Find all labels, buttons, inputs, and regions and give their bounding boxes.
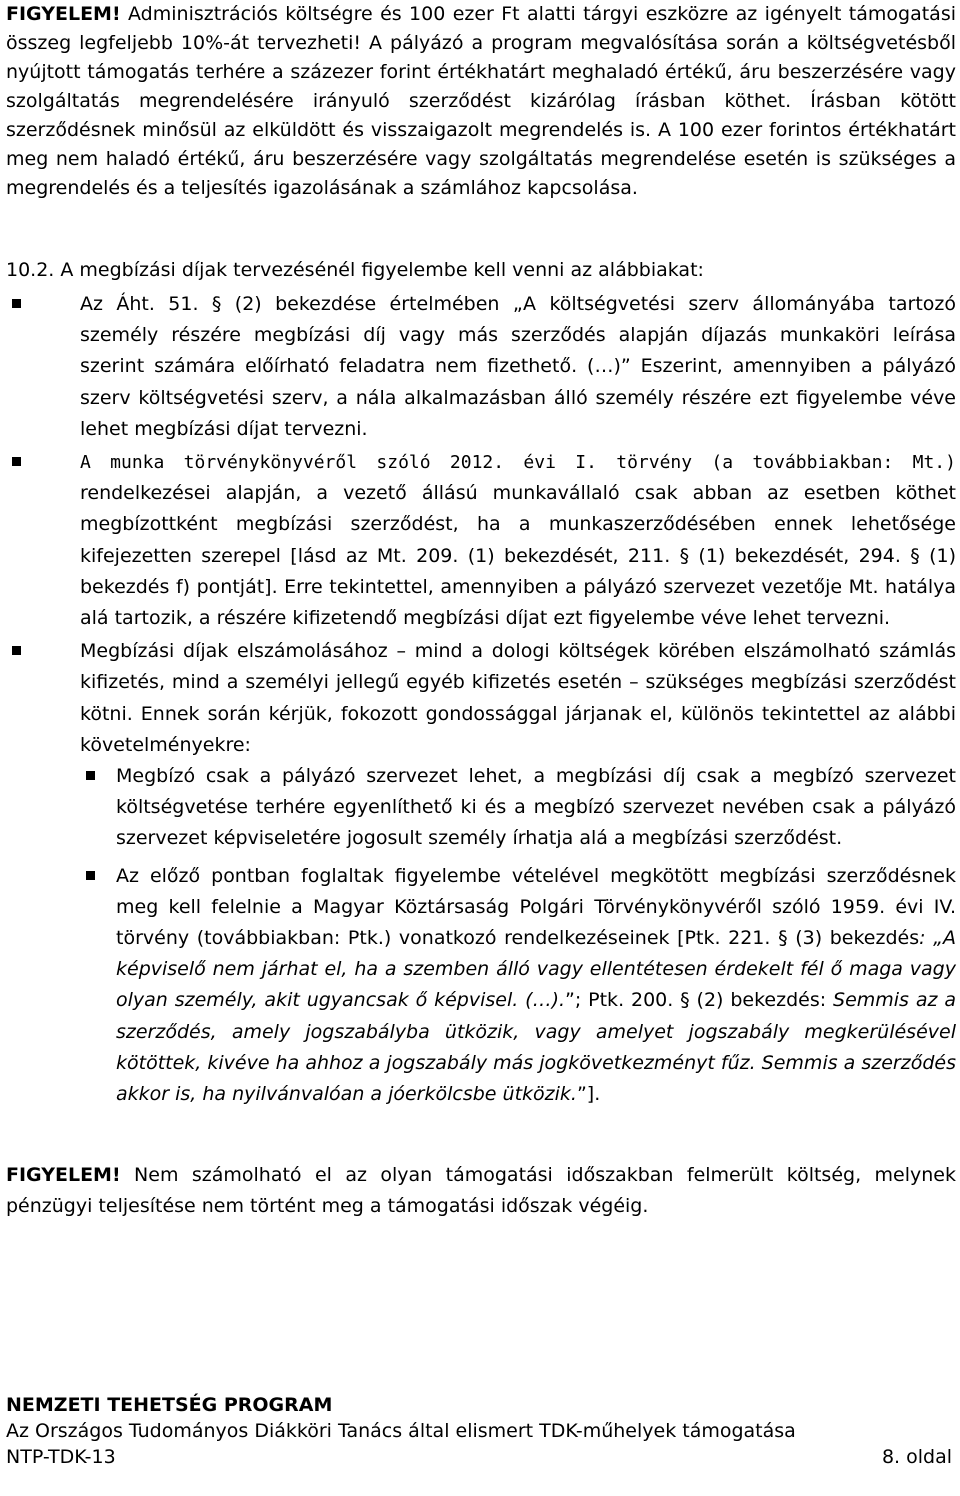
- quote-text: Semmis az a szerződés, amely jogszabályba ütközik, vagy amelyet jogszabály megkerülésével kötöttek, kivéve ha ahhoz a jogszabály más jogkövetkezményt fűz. Semmis a szerződés akkor is, ha nyilvánvalóan a jóerkölcsbe ütközik.: [116, 989, 956, 1106]
- footer-program: NEMZETI TEHETSÉG PROGRAM: [6, 1394, 333, 1416]
- section-title: A megbízási díjak tervezésénél figyelembe kell venni az alábbiakat:: [60, 259, 704, 281]
- sub-list-item: [6, 861, 956, 1111]
- sub-list-item: [6, 761, 956, 855]
- square-bullet-icon: [86, 871, 95, 880]
- warning-label: FIGYELEM!: [6, 3, 121, 25]
- quote-text: : „A képviselő nem járhat el, ha a szemben álló vagy ellentétesen érdekelt fél ő maga vagy olyan személy, akit ugyancsak ő képvisel. (…).: [116, 927, 956, 1012]
- list-item-text: A munka törvénykönyvéről szóló 2012. évi I. törvény (a továbbiakban: Mt.): [80, 452, 956, 474]
- intro-paragraph: [6, 0, 956, 203]
- footer-code: NTP-TDK-13: [6, 1446, 116, 1468]
- section-number: 10.2.: [6, 259, 55, 281]
- page-number: 8. oldal: [881, 1446, 952, 1468]
- sub-requirements-list: [80, 761, 956, 1110]
- footer-subtitle: Az Országos Tudományos Diákköri Tanács által elismert TDK-műhelyek támogatása: [6, 1420, 796, 1442]
- list-item-text: Az Áht. 51. § (2) bekezdése értelmében „A költségvetési szerv állományába tartozó személy részére megbízási díj vagy más szerződés alapján díjazás munkaköri leírása szerint számára előírható feladatra nem fizethető. (…)” Eszerint, amennyiben a pályázó szerv költségvetési szerv, a nála alkalmazásban álló személy részére ezt figyelembe véve lehet megbízási díjat tervezni.: [80, 293, 956, 440]
- square-bullet-icon: [86, 771, 95, 780]
- warning-text: Nem számolható el az olyan támogatási időszakban felmerült költség, melynek pénzügyi teljesítése nem történt meg a támogatási időszak végéig.: [6, 1164, 956, 1218]
- warning-label: FIGYELEM!: [6, 1164, 121, 1187]
- sub-list-item-text: ”].: [576, 1083, 601, 1106]
- section-heading: [6, 255, 956, 285]
- page-footer: [6, 1392, 952, 1470]
- list-item-text: rendelkezései alapján, a vezető állású munkavállaló csak abban az esetben köthet megbízottként megbízási szerződést, ha a munkaszerződésében ennek lehetősége kifejezetten szerepel [lásd az Mt. 209. (1) bekezdését, 211. § (1) bekezdését, 294. § (1) bekezdés f) pontját]. Erre tekintettel, amennyiben a pályázó szervezet vezetője Mt. hatálya alá tartozik, a részére kifizetendő megbízási díjat ezt figyelembe véve lehet tervezni.: [80, 482, 956, 630]
- list-item: [6, 447, 956, 634]
- document-page: [6, 0, 956, 1222]
- list-item: [6, 289, 956, 445]
- requirements-list: [6, 289, 956, 1110]
- sub-list-item-text: Megbízó csak a pályázó szervezet lehet, a megbízási díj csak a megbízó szervezet költségvetése terhére egyenlíthető ki és a megbízó szervezet nevében csak a pályázó szervezet képviseletére jogosult személy írhatja alá a megbízási szerződést.: [116, 765, 956, 850]
- list-item-text: Megbízási díjak elszámolásához – mind a dologi költségek körében elszámolható számlás kifizetés, mind a személyi jellegű egyéb kifizetés esetén – szükséges megbízási szerződést kötni. Ennek során kérjük, fokozott gondossággal járjanak el, különös tekintettel az alábbi követelményekre:: [80, 640, 956, 756]
- square-bullet-icon: [12, 299, 21, 308]
- sub-list-item-text: Az előző pontban foglaltak figyelembe vételével megkötött megbízási szerződésnek meg kell felelnie a Magyar Köztársaság Polgári Törvénykönyvéről szóló 1959. évi IV. törvény (továbbiakban: Ptk.) vonatkozó rendelkezéseinek [Ptk. 221. § (3) bekezdés: [116, 864, 956, 950]
- square-bullet-icon: [12, 646, 21, 655]
- list-item: [6, 636, 956, 1110]
- footer-bottom-row: [6, 1444, 952, 1470]
- intro-text: Adminisztrációs költségre és 100 ezer Ft alatti tárgyi eszközre az igényelt támogatási összeg legfeljebb 10%-át tervezheti! A pályázó a program megvalósítása során a költségvetésből nyújtott támogatás terhére a százezer forint értékhatárt meghaladó értékű, áru beszerzésére vagy szolgáltatás megrendelésére irányuló szerződést kizárólag írásban köthet. Írásban kötött szerződésnek minősül az elküldött és visszaigazolt megrendelés is. A 100 ezer forintos értékhatárt meg nem haladó értékű, áru beszerzésére vagy szolgáltatás megrendelése esetén is szükséges a megrendelés és a teljesítés igazolásának a számlához kapcsolása.: [6, 3, 956, 199]
- sub-list-item-text: ”; Ptk. 200. § (2) bekezdés:: [565, 989, 834, 1012]
- square-bullet-icon: [12, 457, 21, 466]
- warning-paragraph: [6, 1160, 956, 1222]
